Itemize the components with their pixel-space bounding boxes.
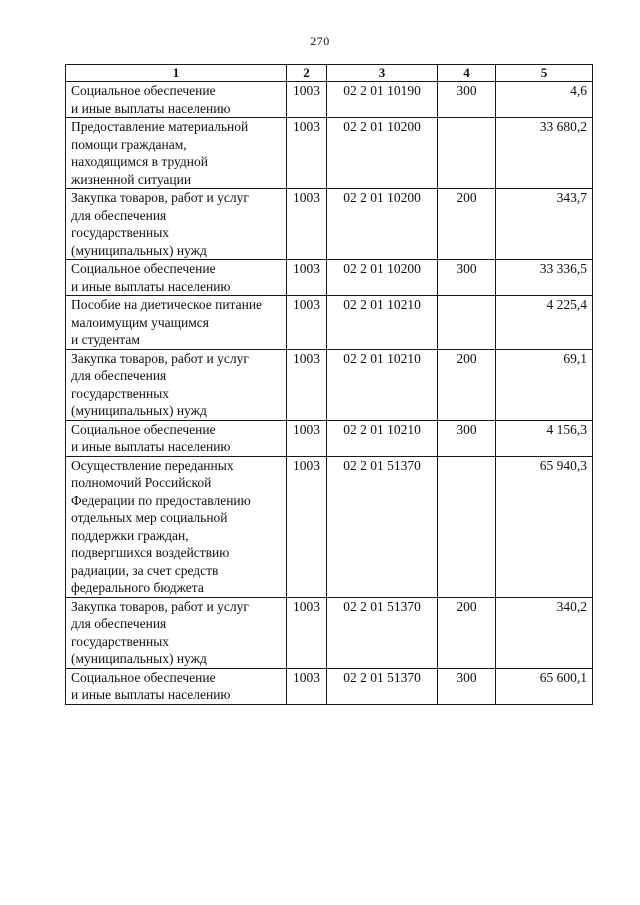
cell-kind: 300 (438, 420, 496, 456)
table-row (66, 260, 593, 296)
cell-section: 1003 (287, 349, 327, 420)
cell-name: Закупка товаров, работ и услуг для обеспечения государственных (муниципальных) нужд (66, 349, 287, 420)
cell-name: Осуществление переданных полномочий Российской Федерации по предоставлению отдельных мер социальной поддержки граждан, подвергшихся воздействию радиации, за счет средств федерального бюджета (66, 456, 287, 597)
cell-name: Пособие на диетическое питание малоимущим учащимся и студентам (66, 296, 287, 350)
cell-amount: 4,6 (496, 82, 593, 118)
cell-kind: 300 (438, 82, 496, 118)
cell-target: 02 2 01 10210 (327, 420, 438, 456)
cell-section: 1003 (287, 420, 327, 456)
cell-target: 02 2 01 10200 (327, 260, 438, 296)
cell-target: 02 2 01 10210 (327, 296, 438, 350)
cell-target: 02 2 01 10200 (327, 189, 438, 260)
table-row (66, 118, 593, 189)
cell-name: Предоставление материальной помощи гражданам, находящимся в трудной жизненной ситуации (66, 118, 287, 189)
table-row (66, 189, 593, 260)
cell-name: Социальное обеспечение и иные выплаты населению (66, 420, 287, 456)
cell-amount: 65 940,3 (496, 456, 593, 597)
cell-amount: 33 680,2 (496, 118, 593, 189)
cell-section: 1003 (287, 260, 327, 296)
table-row (66, 456, 593, 597)
cell-section: 1003 (287, 456, 327, 597)
table-row (66, 349, 593, 420)
page-number: 270 (310, 34, 330, 48)
cell-amount: 340,2 (496, 597, 593, 668)
table-header-row (66, 65, 593, 82)
column-header-target: 3 (327, 65, 438, 82)
cell-section: 1003 (287, 668, 327, 704)
cell-section: 1003 (287, 296, 327, 350)
table-row (66, 296, 593, 350)
cell-kind: 200 (438, 189, 496, 260)
cell-section: 1003 (287, 82, 327, 118)
column-header-amount: 5 (496, 65, 593, 82)
cell-kind: 200 (438, 597, 496, 668)
cell-target: 02 2 01 51370 (327, 456, 438, 597)
cell-kind: 300 (438, 260, 496, 296)
cell-target: 02 2 01 51370 (327, 668, 438, 704)
table-row (66, 420, 593, 456)
cell-name: Закупка товаров, работ и услуг для обеспечения государственных (муниципальных) нужд (66, 597, 287, 668)
table-row (66, 597, 593, 668)
cell-kind: 200 (438, 349, 496, 420)
column-header-name: 1 (66, 65, 287, 82)
cell-amount: 69,1 (496, 349, 593, 420)
column-header-kind: 4 (438, 65, 496, 82)
cell-name: Социальное обеспечение и иные выплаты населению (66, 668, 287, 704)
cell-kind (438, 118, 496, 189)
cell-amount: 4 225,4 (496, 296, 593, 350)
column-header-section: 2 (287, 65, 327, 82)
cell-section: 1003 (287, 189, 327, 260)
cell-amount: 343,7 (496, 189, 593, 260)
budget-table (65, 64, 593, 705)
cell-target: 02 2 01 10190 (327, 82, 438, 118)
cell-name: Закупка товаров, работ и услуг для обеспечения государственных (муниципальных) нужд (66, 189, 287, 260)
cell-target: 02 2 01 10200 (327, 118, 438, 189)
cell-kind (438, 296, 496, 350)
cell-amount: 33 336,5 (496, 260, 593, 296)
cell-section: 1003 (287, 597, 327, 668)
cell-name: Социальное обеспечение и иные выплаты населению (66, 260, 287, 296)
cell-name: Социальное обеспечение и иные выплаты населению (66, 82, 287, 118)
cell-kind (438, 456, 496, 597)
cell-target: 02 2 01 10210 (327, 349, 438, 420)
cell-kind: 300 (438, 668, 496, 704)
cell-amount: 4 156,3 (496, 420, 593, 456)
table-row (66, 82, 593, 118)
cell-target: 02 2 01 51370 (327, 597, 438, 668)
cell-amount: 65 600,1 (496, 668, 593, 704)
table-row (66, 668, 593, 704)
cell-section: 1003 (287, 118, 327, 189)
